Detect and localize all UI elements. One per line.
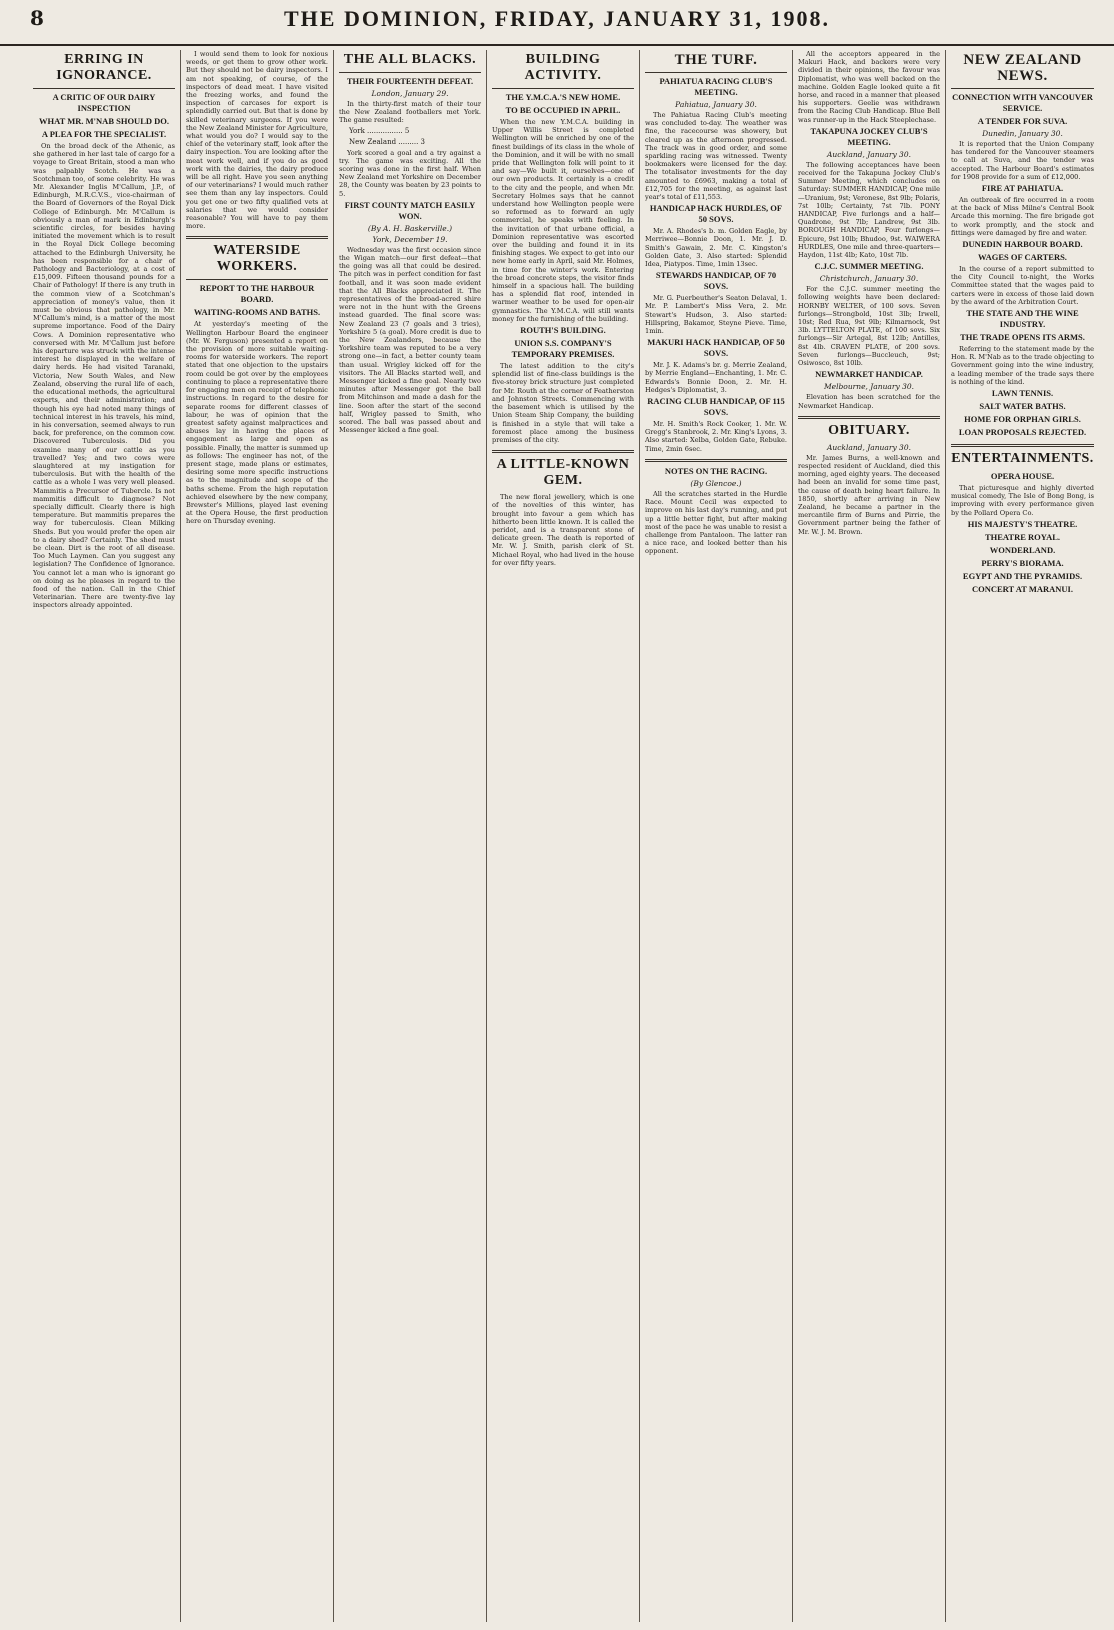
article-body: Mr. H. Smith's Rock Cooker, 1. Mr. W. Gregg's Stanbrook, 2. Mr. King's Lyons, 3. Also started: Xelba, Golden Gate, Rebuke. Time, 2min 6sec.: [645, 420, 787, 453]
column-7: [946, 50, 1099, 1622]
article-subheading: CONCERT AT MARANUI.: [971, 583, 1073, 594]
article-subheading: DUNEDIN HARBOUR BOARD.: [962, 239, 1083, 250]
article-subheading: STEWARDS HANDICAP, OF 70 SOVS.: [655, 270, 777, 292]
article-subheading: EGYPT AND THE PYRAMIDS.: [962, 570, 1083, 581]
column-2: [181, 50, 334, 1622]
article-heading: ENTERTAINMENTS.: [951, 451, 1094, 467]
column-6: [793, 50, 946, 1622]
article-subheading: C.J.C. SUMMER MEETING.: [814, 261, 924, 272]
article-subheading: CONNECTION WITH VANCOUVER SERVICE.: [952, 92, 1093, 113]
rule: [951, 444, 1094, 447]
article-subheading: TAKAPUNA JOCKEY CLUB'S MEETING.: [810, 125, 928, 147]
dateline: Auckland, January 30.: [826, 442, 911, 452]
rule: [645, 72, 787, 73]
masthead: [0, 0, 1114, 46]
article-subheading: THE Y.M.C.A.'S NEW HOME.: [505, 92, 621, 102]
rule: [33, 88, 175, 89]
article-body: That picturesque and highly diverted musical comedy, The Isle of Bong Bong, is improving with every performance given by the Pollard Opera Co.: [951, 484, 1094, 517]
article-heading: OBITUARY.: [828, 422, 910, 438]
article-body: I would send them to look for noxious weeds, or get them to grow other work. But they should not be dairy inspectors. I am not speaking, of course, of the inspectors of dead meat. I have visited the freezing works, and found the inspection of carcases for export is splendidly carried out. But that is done by skilled veterinary surgeons. If you were the New Zealand Minister for Agriculture, what would you do? I would say to the chief of the veterinary staff, look after the dairy inspection. You are looking after the meat work well, and if you do as good work with the dairies, the dairy produce will be all right. Have you seen anything of our veterinarians? I would much rather see them than any lay inspectors. Could you get one or two fifty qualified vets at salaries that we would consider reasonable? You will have to pay them more.: [186, 50, 328, 231]
article-subheading: WHAT MR. M'NAB SHOULD DO.: [38, 116, 170, 126]
column-5: [640, 50, 793, 1622]
article-body: York scored a goal and a try against a try. The game was exciting. All the scoring was done in the first half. When New Zealand met Yorkshire on December 28, the County was beaten by 23 points to 5.: [339, 148, 481, 198]
article-body: Wednesday was the first occasion since the Wigan match—our first defeat—that the going was all that could be desired. The pitch was in perfect condition for fast football, and it was soon made evident that the All Blacks appreciated it. The representatives of the broad-acred shire were not in the hunt with the Greens instead guarded. The final score was: New Zealand 23 (7 goals and 3 tries), Yorkshire 5 (a goal). More credit is due to the New Zealanders, because the Yorkshire team was reputed to be a very strong one—in fact, a better county team than usual. Wrigley kicked off for the visitors. The All Blacks started well, and Messenger kicked a fine goal. Nearly two minutes after Messenger got the ball from Mitchinson and made a dash for the line. Soon after the start of the second half, Wrigley passed to Smith, who scored. The ball was passed about and Messenger kicked a fine goal.: [339, 245, 481, 435]
article-subheading: HANDICAP HACK HURDLES, OF 50 SOVS.: [649, 203, 783, 225]
column-4: [487, 50, 640, 1622]
article-heading: ERRING IN IGNORANCE.: [56, 52, 152, 83]
rule: [492, 450, 634, 453]
article-subheading: HOME FOR ORPHAN GIRLS.: [964, 414, 1081, 425]
article-subheading: ROUTH'S BUILDING.: [520, 325, 606, 336]
rule: [951, 88, 1094, 89]
article-heading: THE ALL BLACKS.: [343, 52, 477, 67]
rule: [798, 416, 940, 419]
article-subheading: NEWMARKET HANDICAP.: [815, 369, 923, 380]
page-number: 8: [30, 6, 44, 30]
article-body: Mr. G. Puerbeuther's Seaton Delaval, 1. Mr. P. Lambert's Miss Vera, 2. Mr. Stewart's Hudson, 3. Also started: Hillspring, Bakamor, Steyne Pieve. Time, 1min.: [645, 294, 787, 336]
article-body: At yesterday's meeting of the Wellington Harbour Board the engineer (Mr. W. Ferguson) presented a report on the provision of more suitable waiting-rooms for waterside workers. The report stated that one objection to the upstairs room could be got over by the employees continuing to place a representative there for engaging men on receipt of telephonic instructions. In regard to the desire for separate rooms for different classes of labour, he was of opinion that the greatest safety against malpractices and abuses lay in having the places of engagement as large and open as possible. Finally, the matter is summed up as follows: The engineer has not, of the present stage, made plans or estimates, desiring some more specific instructions as to the magnitude and scope of the baths scheme. From the high reputation achieved elsewhere by the new company, Brewster's Millions, played last evening at the Opera House, the first production here on Thursday evening.: [186, 320, 328, 526]
article-subheading: WAITING-ROOMS AND BATHS.: [193, 307, 321, 318]
article-body: When the new Y.M.C.A. building in Upper Willis Street is completed Wellington will be enriched by one of the finest buildings of its class in the whole of the Dominion, and it will be with no small pride that Wellington folk will point to it and say—We built it, ourselves—one of our own products. It certainly is a credit to the city and the people, and when Mr. Secretary Holmes says that he cannot understand how Wellington people were so reformed as to forward an ugly commercial, he speaks with feeling. In the invitation of that urbane official, a Dominion representative was escorted over the building and found it in its finishing stages. We expect to get into our new home early in April, said Mr. Holmes, in time for the winter's work. Entering the broad concrete steps, the visitor finds himself in a spacious hall. The building has a splendid flat roof, intended in warmer weather to be used for open-air gymnastics. The Y.M.C.A. will still wants money for the furnishing of the building.: [492, 118, 634, 323]
dateline: Melbourne, January 30.: [823, 382, 915, 392]
rule: [339, 72, 481, 73]
article-subheading: A PLEA FOR THE SPECIALIST.: [41, 129, 167, 139]
article-subheading: THEATRE ROYAL.: [984, 531, 1061, 542]
article-subheading: A CRITIC OF OUR DAIRY INSPECTION: [52, 92, 156, 113]
byline: (By Glencoe.): [690, 478, 742, 488]
article-subheading: A TENDER FOR SUVA.: [977, 116, 1068, 126]
article-subheading: REPORT TO THE HARBOUR BOARD.: [199, 283, 315, 305]
rule: [186, 279, 328, 280]
article-subheading: LOAN PROPOSALS REJECTED.: [958, 427, 1087, 438]
article-body: Elevation has been scratched for the Newmarket Handicap.: [798, 393, 940, 410]
article-subheading: RACING CLUB HANDICAP, OF 115 SOVS.: [647, 396, 785, 418]
article-subheading: THEIR FOURTEENTH DEFEAT.: [346, 76, 474, 86]
article-body: All the scratches started in the Hurdle Race. Mount Cecil was expected to improve on his last day's running, and put up a little better fight, but after making most of the pace he was unable to resist a challenge from Pantaloon. The latter ran a nice race, and looked better than his opponent.: [645, 489, 787, 556]
rule: [645, 459, 787, 462]
newspaper-title: THE DOMINION, FRIDAY, JANUARY 31, 1908.: [284, 6, 830, 31]
article-subheading: PERRY'S BIORAMA.: [981, 557, 1064, 568]
article-subheading: LAWN TENNIS.: [991, 388, 1054, 399]
article-heading: THE TURF.: [674, 52, 758, 68]
article-subheading: MAKURI HACK HANDICAP, OF 50 SOVS.: [647, 337, 785, 359]
dateline: Dunedin, January 30.: [982, 129, 1063, 138]
article-body: The new floral jewellery, which is one of the novelties of this winter, has brought into favour a gem which has hitherto been little known. It is called the peridot, and is a transparent stone of delicate green. The death is reported of Mr. W. J. Smith, parish clerk of St. Michael Royal, who had lived in the house for over fifty years.: [492, 493, 634, 567]
article-subheading: SALT WATER BATHS.: [979, 401, 1066, 412]
article-body: It is reported that the Union Company has tendered for the Vancouver steamers to call at Suva, and the tender was accepted. The Harbour Board's estimates for 1908 provide for a sum of £12,000.: [951, 140, 1094, 181]
article-body: Mr. A. Rhodes's b. m. Golden Eagle, by Merriwee—Bonnie Doon, 1. Mr. J. D. Smith's Gawain, 2. Mr. C. Kingston's Golden Gate, 3. Also started: Splendid Idea, Piatypos. Time, 1min 13sec.: [645, 227, 787, 269]
article-body: On the broad deck of the Athenic, as she gathered in her last tale of cargo for a voyage to Great Britain, stood a man who was palpably Scotch. He was a Scotchman too, of some celebrity. He was Mr. Alexander Inglis M'Callum, J.P., of Edinburgh, M.R.C.V.S., vice-chairman of the Board of Governors of the Royal Dick College of Edinburgh. Mr. M'Callum is obviously a man of mark in Edinburgh's scientific circles, for besides having initiated the movement which is to result in the Royal Dick College becoming attached to the Edinburgh University, he has been responsible for a chair of Pathology and Bacteriology, at a cost of £15,009. Fifteen thousand pounds for a Chair of Pathology! If there is any truth in the common view of a Scotchman's appreciation of money's value, then it must be obvious that pathology, in Mr. M'Callum's mind, is a matter of the most supreme importance. Food of the Dairy Cows. A Dominion representative who conversed with Mr. M'Callum just before his departure was struck with the intense interest he displayed in the welfare of dairy herds. He had visited Taranaki, Victoria, New South Wales, and New Zealand, observing the rural life of each, the educational methods, the agricultural experts, and their administration; and though his eye had noted many things of technical interest in his travels, his mind, in his conversation, seemed always to run back, for preference, on the common cow. Discovered Tuberculosis. Did you examine many of our cattle as you travelled? Yes; and two cows were slaughtered at my instigation for tuberculosis. But with the health of the cattle as a whole I was very well pleased. Mammitis a Precursor of Tubercle. Is not mammitis difficult to diagnose? Not specially difficult. Clearly there is high temperature. But mammitis prepares the way for tuberculosis. Clean Milking Sheds. But you would prefer the open air to a dairy shed? Certainly. The shed must be clean. Dirt is the root of all disease. Too Much Laymen. Can you suggest any legislation? The Confidence of Ignorance. You cannot let a man who is ignorant go on doing as he pleases in regard to the food of the nation. Call in the Chief Veterinarian. There are twenty-five lay inspectors already appointed.: [33, 142, 175, 610]
rule: [186, 236, 328, 239]
score-line: New Zealand ......... 3: [349, 137, 425, 146]
column-3: [334, 50, 487, 1622]
article-body: Mr. J. K. Adams's br. g. Merrie Zealand, by Merrie England—Enchanting, 1. Mr. C. Edwards's Bonnie Doon, 2. Mr. H. Hedges's Diplomatist, 3.: [645, 361, 787, 394]
article-body: In the thirty-first match of their tour the New Zealand footballers met York. The game resulted:: [339, 100, 481, 125]
article-subheading: WONDERLAND.: [989, 544, 1056, 555]
article-subheading: NOTES ON THE RACING.: [664, 465, 768, 476]
article-subheading: UNION S.S. COMPANY'S TEMPORARY PREMISES.: [511, 338, 615, 360]
article-subheading: WAGES OF CARTERS.: [978, 252, 1067, 263]
article-heading: WATERSIDE WORKERS.: [213, 243, 301, 275]
dateline: Auckland, January 30.: [826, 149, 911, 159]
article-body: Mr. James Burns, a well-known and respected resident of Auckland, died this morning, aged eighty years. The deceased had been an invalid for some time past, the cause of death being heart failure. In 1850, shortly after arriving in New Zealand, he became a partner in the mercantile firm of Burns and Pirrie, the Government partner being the father of Mr. W. J. M. Brown.: [798, 453, 940, 536]
dateline: Christchurch, January 30.: [819, 274, 919, 284]
dateline: London, January 29.: [371, 89, 449, 98]
article-body: The following acceptances have been received for the Takapuna Jockey Club's Summer Meeting, which concludes on Saturday: SUMMER HANDICAP, One mile—Uranium, 9st; Veronese, 8st 9lb; Polaris, 7st 10lb; Certainty, 7st 7lb. PONY HANDICAP, Five furlongs and a half—Quadrone, 9st 7lb; Landrew, 9st 3lb. BOROUGH HANDICAP, Four furlongs—Epicure, 9st 10lb; Bhudoo, 9st. WAIWERA HURDLES, One mile and three-quarters—Haydon, 11st 4lb; Kato, 10st 7lb.: [798, 160, 940, 260]
article-subheading: OPERA HOUSE.: [990, 471, 1055, 482]
article-body: All the acceptors appeared in the Makuri Hack, and backers were very divided in their opinions, the favour was Diplomatist, who was well backed on the machine. Golden Eagle looked quite a fit horse, and raced in a manner that pleased his supporters. Geelie was withdrawn from the Racing Club Handicap. Blue Bell was runner-up in the Hack Steeplechase.: [798, 50, 940, 124]
rule: [492, 88, 634, 89]
article-subheading: TO BE OCCUPIED IN APRIL.: [505, 105, 621, 115]
article-subheading: FIRE AT PAHIATUA.: [981, 183, 1064, 194]
article-body: In the course of a report submitted to the City Council to-night, the Works Committee stated that the wages paid to carters were in excess of those laid down by the award of the Arbitration Court.: [951, 265, 1094, 306]
article-body: For the C.J.C. summer meeting the following weights have been declared: HORNBY WELTER, of 100 sovs. Seven furlongs—Strongbold, 10st 3lb; Irwell, 10st; Red Rua, 9st 9lb; Kilmarnock, 9st 3lb. LYTTELTON PLATE, of 100 sovs. Six furlongs—Sir Artegal, 8st 12lb; Antilles, 8st 4lb. CRAVEN PLATE, of 200 sovs. Seven furlongs—Buccleuch, 9st; Osiwosco, 8st 10lb.: [798, 285, 940, 368]
column-1: [28, 50, 181, 1622]
article-heading: BUILDING ACTIVITY.: [524, 52, 602, 83]
article-body: The Pahiatua Racing Club's meeting was concluded to-day. The weather was fine, the racecourse was showery, but cleared up as the afternoon progressed. The track was in good order, and some sparkling racing was witnessed. Twenty bookmakers were licensed for the day. The totalisator investments for the day amounted to £6963, making a total of £12,705 for the meeting, as against last year's total of £11,553.: [645, 111, 787, 202]
article-subheading: THE TRADE OPENS ITS ARMS.: [960, 332, 1085, 343]
article-subheading: FIRST COUNTY MATCH EASILY WON.: [344, 199, 476, 221]
article-body: An outbreak of fire occurred in a room at the back of Miss Milne's Central Book Arcade this morning. The fire brigade got to work promptly, and the stock and fittings were damaged by fire and water.: [951, 196, 1094, 237]
article-heading: A LITTLE-KNOWN GEM.: [496, 457, 630, 489]
score-line: York ................ 5: [349, 126, 410, 135]
article-subheading: HIS MAJESTY'S THEATRE.: [967, 518, 1078, 529]
byline: (By A. H. Baskerville.): [367, 223, 453, 233]
article-subheading: THE STATE AND THE WINE INDUSTRY.: [966, 308, 1079, 330]
dateline: Pahiatua, January 30.: [675, 100, 757, 109]
article-body: Referring to the statement made by the Hon. R. M'Nab as to the trade objecting to Government going into the wine industry, a leading member of the trade says there is nothing of the kind.: [951, 345, 1094, 386]
dateline: York, December 19.: [372, 234, 448, 244]
article-heading: NEW ZEALAND NEWS.: [963, 52, 1082, 84]
article-subheading: PAHIATUA RACING CLUB'S MEETING.: [659, 76, 773, 97]
columns: [28, 50, 1102, 1622]
article-body: The latest addition to the city's splendid list of fine-class buildings is the five-storey brick structure just completed for Mr. Routh at the corner of Featherston and Johnston Streets. Commencing with the basement which is utilised by the Union Steam Ship Company, the building is finished in a style that will take a foremost place among the business premises of the city.: [492, 362, 634, 444]
